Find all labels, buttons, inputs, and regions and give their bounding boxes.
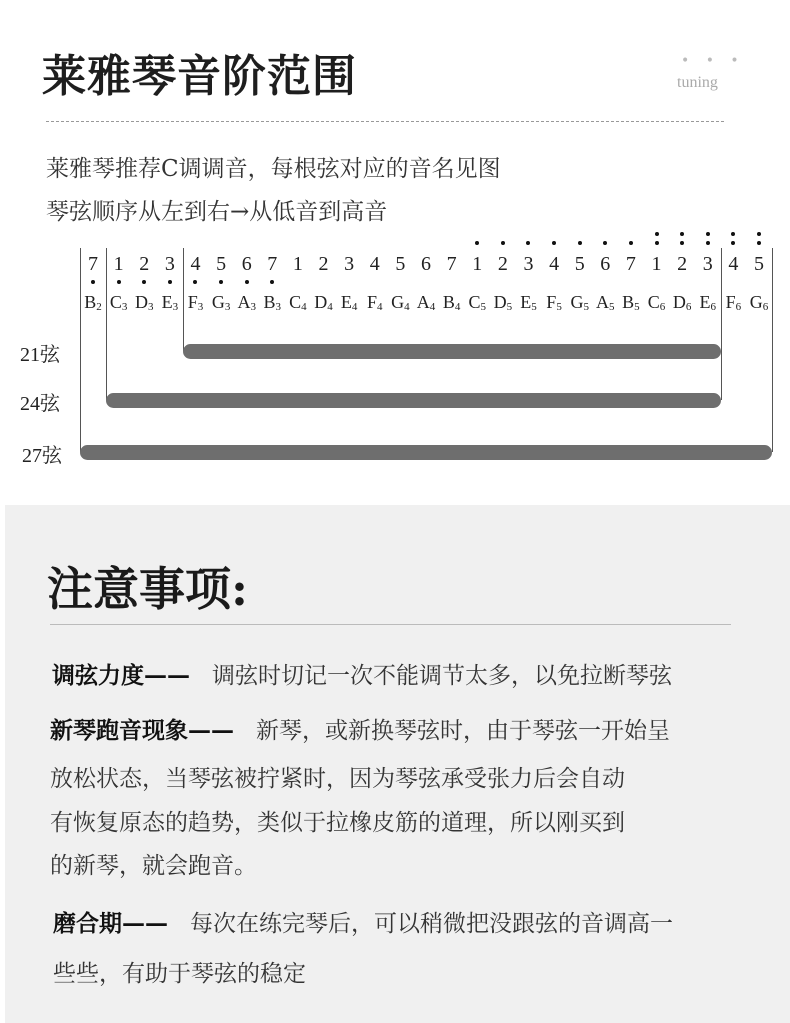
- note-name: [414, 292, 438, 313]
- decorative-dots: • • •: [681, 53, 745, 69]
- note-letter: F: [367, 292, 378, 312]
- high-octave-dot: [501, 241, 505, 245]
- note-letter: E: [699, 292, 711, 312]
- note-name: [363, 292, 387, 313]
- note-letter: F: [187, 292, 198, 312]
- note-name: [209, 292, 233, 313]
- notice-title: 注意事项:: [47, 562, 248, 616]
- scale-number: 6: [241, 253, 252, 275]
- high-octave-dot: [706, 232, 710, 236]
- string-range-bar: [106, 393, 721, 408]
- note-octave: 4: [351, 301, 358, 313]
- notice-text: 新琴，或新换琴弦时，由于琴弦一开始呈: [256, 718, 670, 744]
- low-octave-dot: [168, 280, 172, 284]
- range-bound-line: [183, 248, 184, 351]
- note-letter: C: [647, 292, 660, 312]
- scale-number: 5: [754, 253, 764, 275]
- note-octave: 5: [531, 301, 537, 313]
- note-letter: C: [468, 292, 481, 312]
- scale-number: 4: [728, 253, 739, 275]
- notice-item-break-in: [53, 905, 673, 938]
- note-octave: 4: [429, 301, 436, 313]
- note-letter: E: [520, 292, 532, 312]
- scale-number: 7: [625, 253, 636, 275]
- note-letter: D: [314, 292, 328, 312]
- notice-divider: [50, 624, 731, 625]
- notice-text: 每次在练完琴后，可以稍微把没跟弦的音调高一: [190, 911, 673, 937]
- scale-number: 2: [497, 253, 508, 275]
- scale-number: 1: [651, 253, 662, 275]
- scale-number: 7: [88, 253, 98, 275]
- high-octave-dot: [757, 241, 761, 245]
- note-name: [721, 292, 745, 313]
- scale-number: 6: [600, 253, 611, 275]
- note-octave: 5: [583, 301, 589, 313]
- note-letter: F: [546, 292, 557, 312]
- notice-text: 的新琴，就会跑音。: [50, 853, 257, 879]
- scale-number: 1: [292, 253, 303, 275]
- note-name: [747, 292, 771, 313]
- scale-number: 6: [421, 253, 431, 275]
- low-octave-dot: [91, 280, 95, 284]
- note-name: [465, 292, 489, 313]
- string-count-label: 27弦: [22, 445, 62, 467]
- note-octave: 4: [327, 301, 333, 313]
- note-letter: D: [672, 292, 686, 312]
- note-letter: A: [416, 292, 430, 312]
- note-letter: C: [289, 292, 302, 312]
- scale-number: 7: [267, 253, 278, 275]
- note-octave: 3: [147, 301, 154, 313]
- note-name: [619, 292, 643, 313]
- scale-number: 4: [369, 253, 380, 275]
- notice-heading: 新琴跑音现象——: [50, 717, 234, 744]
- range-bound-line: [721, 248, 722, 400]
- tuning-tag: tuning: [677, 74, 718, 91]
- scale-number: 5: [574, 253, 585, 275]
- scale-number: 1: [472, 253, 483, 275]
- note-name: [696, 292, 720, 313]
- note-octave: 4: [377, 301, 383, 313]
- note-octave: 6: [710, 301, 717, 313]
- note-letter: B: [622, 292, 635, 312]
- low-octave-dot: [117, 280, 121, 284]
- note-octave: 4: [454, 301, 461, 313]
- scale-number: 5: [395, 253, 406, 275]
- high-octave-dot: [629, 241, 633, 245]
- notice-heading: 磨合期——: [53, 910, 168, 937]
- note-octave: 5: [556, 301, 562, 313]
- page-title: 莱雅琴音阶范围: [42, 51, 357, 102]
- note-name: [593, 292, 617, 313]
- scale-number: 5: [216, 253, 227, 275]
- notice-text: 有恢复原态的趋势，类似于拉橡皮筋的道理，所以刚买到: [50, 810, 625, 836]
- note-name: [491, 292, 515, 313]
- note-letter: F: [725, 292, 736, 312]
- note-octave: 3: [250, 301, 256, 313]
- note-octave: 6: [685, 301, 692, 313]
- note-letter: D: [134, 292, 148, 312]
- note-letter: A: [237, 292, 251, 312]
- notice-heading: 调弦力度——: [52, 662, 190, 689]
- notice-item-new-harp: [50, 712, 670, 745]
- note-name: [670, 292, 694, 313]
- high-octave-dot: [578, 241, 582, 245]
- note-name: [542, 292, 566, 313]
- scale-number: 2: [677, 253, 688, 275]
- note-octave: 4: [301, 301, 307, 313]
- scale-number: 1: [113, 253, 124, 275]
- note-letter: G: [211, 292, 225, 312]
- note-letter: B: [442, 292, 455, 312]
- note-name: [516, 292, 540, 313]
- high-octave-dot: [757, 232, 761, 236]
- note-name: [440, 292, 464, 313]
- string-range-bar: [183, 344, 721, 359]
- note-octave: 5: [506, 301, 513, 313]
- note-octave: 5: [609, 301, 615, 313]
- note-name: [260, 292, 284, 313]
- scale-number: 3: [344, 253, 355, 275]
- note-octave: 3: [197, 301, 204, 313]
- note-octave: 5: [634, 301, 640, 313]
- note-letter: D: [493, 292, 507, 312]
- scale-number: 3: [523, 253, 534, 275]
- note-octave: 3: [172, 301, 179, 313]
- range-bound-line: [106, 248, 107, 400]
- scale-number: 2: [318, 253, 329, 275]
- note-octave: 3: [224, 301, 231, 313]
- note-name: [312, 292, 336, 313]
- note-octave: 6: [659, 301, 666, 313]
- note-name: [645, 292, 669, 313]
- note-name: [235, 292, 259, 313]
- high-octave-dot: [655, 241, 659, 245]
- note-letter: E: [340, 292, 352, 312]
- note-octave: 6: [762, 301, 769, 313]
- scale-number: 4: [549, 253, 560, 275]
- range-bound-line: [80, 248, 81, 452]
- low-octave-dot: [245, 280, 249, 284]
- scale-number: 2: [139, 253, 150, 275]
- range-bound-line: [772, 248, 773, 452]
- note-name: [81, 292, 105, 313]
- note-octave: 4: [404, 301, 410, 313]
- note-letter: A: [596, 292, 610, 312]
- notice-text: 些些，有助于琴弦的稳定: [53, 961, 306, 987]
- notice-item-tuning-force: [52, 657, 672, 690]
- high-octave-dot: [655, 232, 659, 236]
- note-name: [158, 292, 182, 313]
- note-octave: 6: [735, 301, 742, 313]
- note-octave: 3: [121, 301, 128, 313]
- intro-line-2: 琴弦顺序从左到右→从低音到高音: [46, 199, 388, 225]
- note-octave: 3: [275, 301, 282, 313]
- note-name: [132, 292, 156, 313]
- note-octave: 5: [480, 301, 486, 313]
- dashed-divider: [46, 121, 724, 122]
- scale-number: 4: [190, 253, 201, 275]
- string-range-bar: [80, 445, 772, 460]
- string-count-label: 21弦: [20, 344, 60, 366]
- note-letter: C: [109, 292, 122, 312]
- note-letter: B: [84, 292, 97, 312]
- scale-number: 3: [702, 253, 713, 275]
- scale-number: 3: [164, 253, 175, 275]
- intro-line-1: 莱雅琴推荐C调调音，每根弦对应的音名见图: [46, 156, 501, 182]
- high-octave-dot: [706, 241, 710, 245]
- note-letter: G: [391, 292, 405, 312]
- notice-text: 调弦时切记一次不能调节太多，以免拉断琴弦: [212, 663, 672, 689]
- string-count-label: 24弦: [20, 393, 60, 415]
- note-letter: G: [570, 292, 584, 312]
- note-name: [337, 292, 361, 313]
- note-octave: 2: [96, 301, 102, 313]
- note-name: [568, 292, 592, 313]
- note-name: [183, 292, 207, 313]
- note-letter: B: [263, 292, 276, 312]
- note-name: [388, 292, 412, 313]
- note-name: [286, 292, 310, 313]
- note-name: [107, 292, 131, 313]
- note-letter: E: [161, 292, 173, 312]
- note-letter: G: [749, 292, 763, 312]
- scale-number: 7: [446, 253, 457, 275]
- notice-text: 放松状态，当琴弦被拧紧时，因为琴弦承受张力后会自动: [50, 766, 625, 792]
